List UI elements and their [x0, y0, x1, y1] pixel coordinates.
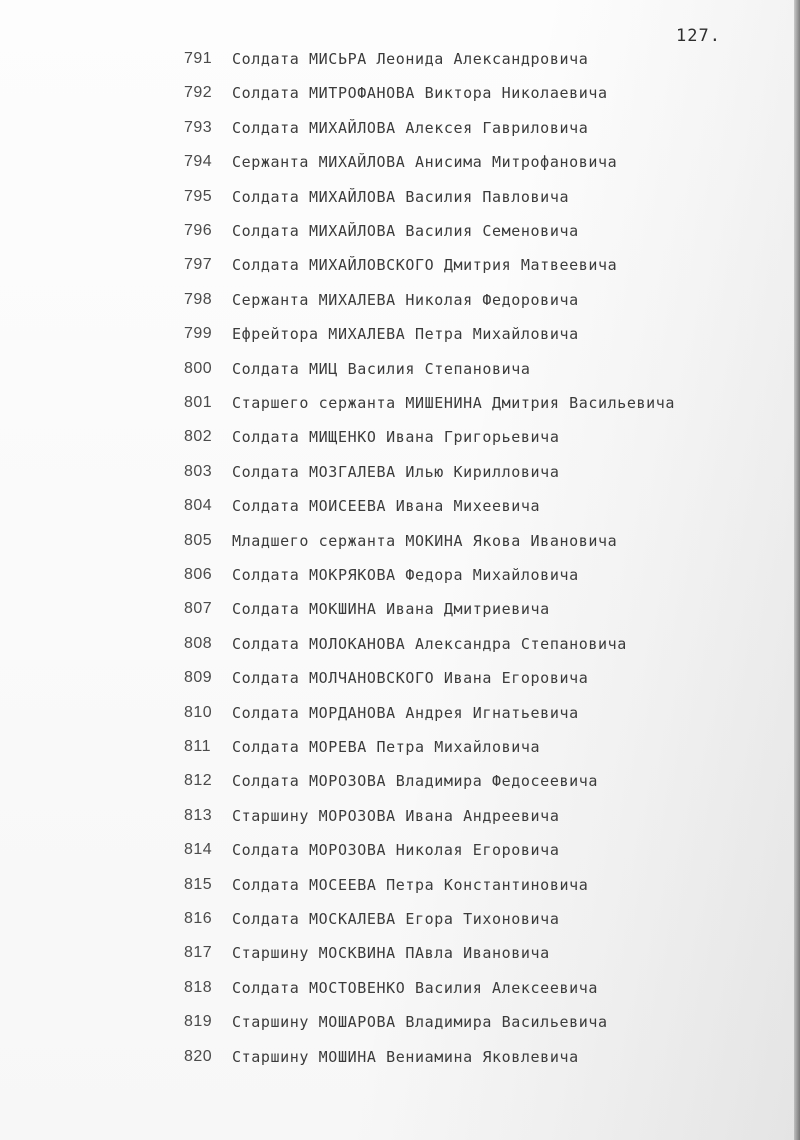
entry-number: 817 — [184, 944, 213, 962]
entry-number: 795 — [184, 187, 213, 205]
entry-text: Солдата МОРОЗОВА Владимира Федосеевича — [232, 772, 598, 791]
entry-text: Ефрейтора МИХАЛЕВА Петра Михайловича — [232, 325, 579, 344]
list-item — [0, 497, 800, 523]
entry-text: Старшину МОСКВИНА ПАвла Ивановича — [232, 944, 550, 963]
entry-number: 800 — [184, 359, 213, 377]
entry-text: Старшину МОШИНА Вениамина Яковлевича — [232, 1047, 579, 1066]
entry-text: Старшину МОРОЗОВА Ивана Андреевича — [232, 806, 560, 825]
entry-text: Солдата МОИСЕЕВА Ивана Михеевича — [232, 497, 541, 516]
entry-number: 798 — [184, 290, 213, 308]
list-item — [0, 635, 800, 661]
list-item — [0, 50, 800, 76]
entry-text: Солдата МОРЕВА Петра Михайловича — [232, 738, 541, 756]
entry-number: 796 — [184, 222, 213, 239]
entry-text: Солдата МОРДАНОВА Андрея Игнатьевича — [232, 703, 579, 722]
list-item — [0, 1013, 800, 1039]
entry-text: Солдата МИСЬРА Леонида Александровича — [232, 50, 589, 68]
entry-number: 803 — [184, 462, 213, 480]
list-item — [0, 325, 800, 351]
entry-number: 794 — [184, 153, 213, 171]
list-item — [0, 360, 800, 386]
list-item — [0, 188, 800, 214]
entry-text: Солдата МОСКАЛЕВА Егора Тихоновича — [232, 910, 560, 928]
entry-text: Солдата МИХАЙЛОВСКОГО Дмитрия Матвеевича — [232, 256, 618, 275]
entry-text: Солдата МИЩЕНКО Ивана Григорьевича — [232, 428, 560, 447]
list-item — [0, 428, 800, 454]
entry-number: 791 — [184, 50, 213, 67]
entry-text: Солдата МОКШИНА Ивана Дмитриевича — [232, 600, 550, 619]
entry-text: Сержанта МИХАЙЛОВА Анисима Митрофановича — [232, 153, 618, 172]
list-item — [0, 944, 800, 970]
list-item — [0, 291, 800, 317]
list-item — [0, 910, 800, 936]
entry-text: Старшину МОШАРОВА Владимира Васильевича — [232, 1013, 608, 1032]
list-item — [0, 532, 800, 558]
entry-text: Солдата МИЦ Василия Степановича — [232, 359, 531, 378]
list-item — [0, 222, 800, 248]
list-item — [0, 979, 800, 1005]
entry-number: 793 — [184, 118, 213, 136]
entry-text: Солдата МИХАЙЛОВА Василия Семеновича — [232, 222, 579, 240]
list-item — [0, 153, 800, 179]
list-item — [0, 394, 800, 420]
entry-text: Солдата МИХАЙЛОВА Василия Павловича — [232, 187, 570, 206]
entry-number: 801 — [184, 394, 213, 411]
list-item — [0, 738, 800, 764]
entry-number: 804 — [184, 497, 213, 515]
entry-number: 816 — [184, 910, 213, 927]
list-item — [0, 463, 800, 489]
list-item — [0, 772, 800, 798]
list-item — [0, 1048, 800, 1074]
entry-number: 802 — [184, 428, 213, 446]
list-item — [0, 256, 800, 282]
entry-number: 815 — [184, 875, 213, 893]
entry-text: Солдата МОКРЯКОВА Федора Михайловича — [232, 566, 579, 584]
entry-number: 805 — [184, 531, 213, 549]
list-item — [0, 84, 800, 110]
entry-text: Солдата МОСЕЕВА Петра Константиновича — [232, 875, 589, 894]
entry-number: 813 — [184, 806, 213, 824]
list-item — [0, 876, 800, 902]
entry-number: 792 — [184, 84, 213, 102]
page-number: 127. — [676, 26, 721, 46]
entry-number: 807 — [184, 600, 213, 618]
entry-text: Солдата МОРОЗОВА Николая Егоровича — [232, 841, 560, 860]
entry-text: Солдата МОЗГАЛЕВА Илью Кирилловича — [232, 462, 560, 481]
entry-number: 818 — [184, 978, 213, 996]
list-item — [0, 841, 800, 867]
list-item — [0, 704, 800, 730]
list-item — [0, 600, 800, 626]
entry-number: 819 — [184, 1013, 213, 1031]
entry-number: 812 — [184, 772, 213, 790]
entry-text: Солдата МОСТОВЕНКО Василия Алексеевича — [232, 978, 598, 997]
entry-number: 814 — [184, 841, 213, 859]
entry-number: 797 — [184, 256, 213, 274]
entry-number: 809 — [184, 669, 213, 687]
entry-text: Солдата МОЛЧАНОВСКОГО Ивана Егоровича — [232, 669, 589, 688]
entry-number: 820 — [184, 1047, 213, 1065]
entry-text: Сержанта МИХАЛЕВА Николая Федоровича — [232, 290, 579, 309]
entry-number: 811 — [184, 738, 212, 755]
entry-text: Старшего сержанта МИШЕНИНА Дмитрия Васильевича — [232, 394, 676, 412]
entry-text: Солдата МИТРОФАНОВА Виктора Николаевича — [232, 84, 608, 103]
entry-text: Младшего сержанта МОКИНА Якова Ивановича — [232, 531, 618, 550]
entry-number: 806 — [184, 566, 213, 583]
list-item — [0, 566, 800, 592]
entry-number: 808 — [184, 634, 213, 652]
entry-text: Солдата МИХАЙЛОВА Алексея Гавриловича — [232, 118, 589, 137]
entry-text: Солдата МОЛОКАНОВА Александра Степановича — [232, 634, 627, 653]
entry-number: 810 — [184, 703, 213, 721]
list-item — [0, 807, 800, 833]
list-item — [0, 119, 800, 145]
entry-number: 799 — [184, 325, 213, 343]
list-item — [0, 669, 800, 695]
